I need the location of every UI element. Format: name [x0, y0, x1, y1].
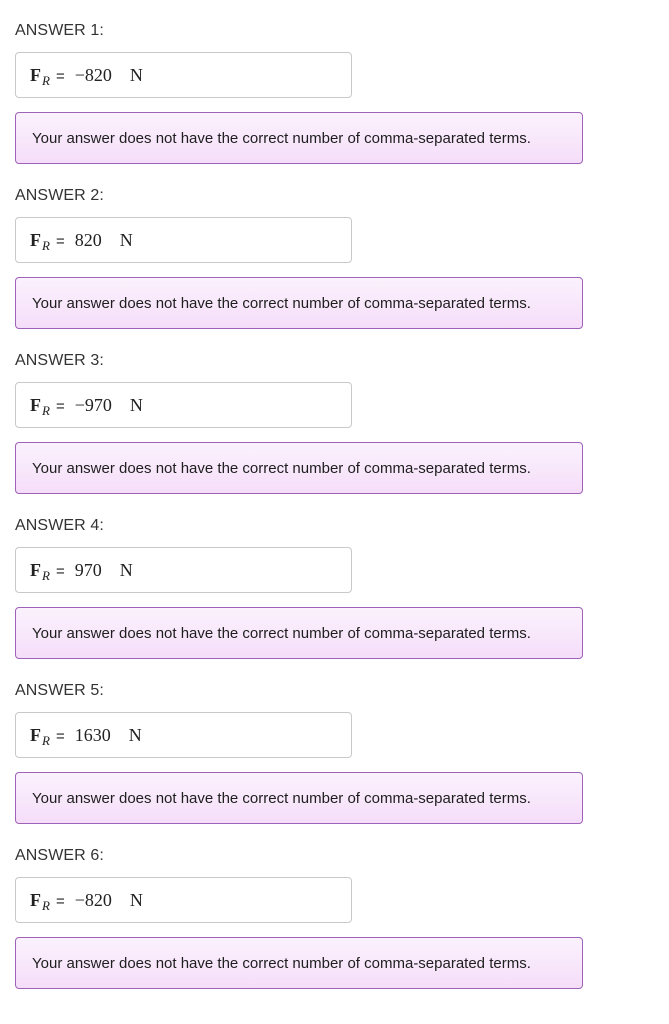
answer-input-field[interactable]: [15, 877, 352, 923]
feedback-message: Your answer does not have the correct number of comma-separated terms.: [15, 112, 583, 164]
feedback-message: Your answer does not have the correct number of comma-separated terms.: [15, 772, 583, 824]
answer-formula[interactable]: [30, 65, 143, 87]
answer-formula[interactable]: [30, 395, 143, 417]
answer-block-2: [0, 165, 669, 330]
answer-label: ANSWER 6:: [15, 847, 104, 864]
answer-value[interactable]: −820: [74, 65, 112, 85]
answer-value[interactable]: −820: [74, 890, 112, 910]
answer-block-6: [0, 825, 669, 990]
equals-sign: =: [55, 233, 65, 250]
variable-symbol: F: [30, 725, 41, 745]
answer-input-field[interactable]: [15, 52, 352, 98]
variable-subscript: R: [42, 898, 50, 913]
equals-sign: =: [55, 728, 65, 745]
answer-block-4: [0, 495, 669, 660]
answer-value[interactable]: 820: [74, 230, 102, 250]
answer-formula[interactable]: [30, 725, 142, 747]
answer-label: ANSWER 3:: [15, 352, 104, 369]
answer-formula[interactable]: [30, 230, 133, 252]
answer-formula[interactable]: [30, 560, 133, 582]
answer-value[interactable]: 1630: [74, 725, 111, 745]
variable-subscript: R: [42, 568, 50, 583]
variable-subscript: R: [42, 238, 50, 253]
answer-value[interactable]: 970: [74, 560, 102, 580]
answer-unit: N: [119, 230, 133, 250]
answer-label: ANSWER 5:: [15, 682, 104, 699]
variable-symbol: F: [30, 65, 41, 85]
answer-unit: N: [129, 890, 143, 910]
answer-input-field[interactable]: [15, 382, 352, 428]
variable-symbol: F: [30, 890, 41, 910]
answer-label: ANSWER 2:: [15, 187, 104, 204]
answer-input-field[interactable]: [15, 712, 352, 758]
feedback-message: Your answer does not have the correct number of comma-separated terms.: [15, 937, 583, 989]
answer-unit: N: [119, 560, 133, 580]
answer-input-field[interactable]: [15, 547, 352, 593]
equals-sign: =: [55, 893, 65, 910]
equals-sign: =: [55, 68, 65, 85]
answer-unit: N: [129, 65, 143, 85]
variable-subscript: R: [42, 733, 50, 748]
answer-input-field[interactable]: [15, 217, 352, 263]
equals-sign: =: [55, 563, 65, 580]
answer-unit: N: [128, 725, 142, 745]
answer-value[interactable]: −970: [74, 395, 112, 415]
variable-subscript: R: [42, 73, 50, 88]
variable-symbol: F: [30, 395, 41, 415]
variable-symbol: F: [30, 560, 41, 580]
feedback-message: Your answer does not have the correct number of comma-separated terms.: [15, 277, 583, 329]
variable-subscript: R: [42, 403, 50, 418]
answer-block-5: [0, 660, 669, 825]
answer-label: ANSWER 1:: [15, 22, 104, 39]
variable-symbol: F: [30, 230, 41, 250]
answer-block-3: [0, 330, 669, 495]
feedback-message: Your answer does not have the correct number of comma-separated terms.: [15, 607, 583, 659]
answer-unit: N: [129, 395, 143, 415]
answer-block-1: [0, 0, 669, 165]
answer-formula[interactable]: [30, 890, 143, 912]
answer-label: ANSWER 4:: [15, 517, 104, 534]
feedback-message: Your answer does not have the correct number of comma-separated terms.: [15, 442, 583, 494]
equals-sign: =: [55, 398, 65, 415]
